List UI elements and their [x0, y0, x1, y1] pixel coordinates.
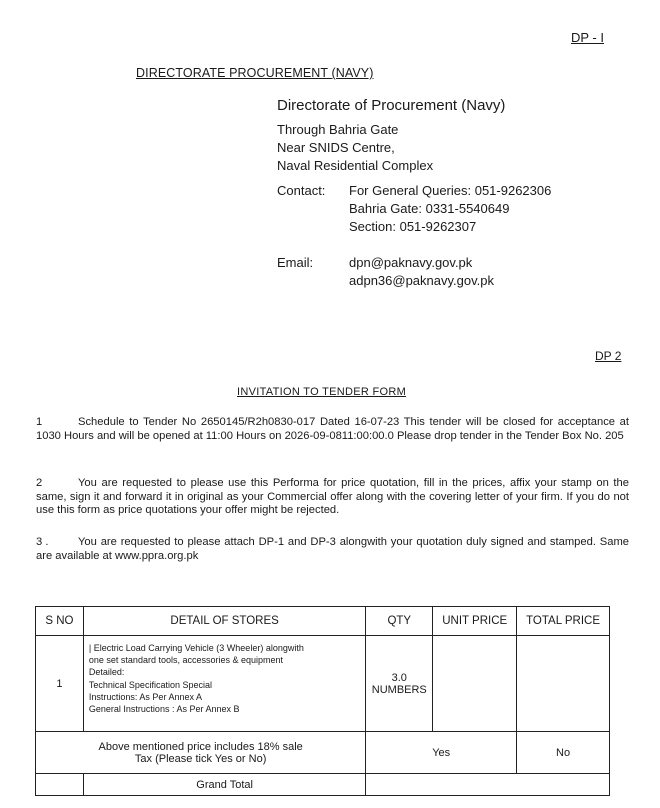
paragraph-3 — [36, 536, 629, 563]
header-unit-price: UNIT PRICE — [433, 607, 517, 636]
header-sno: S NO — [36, 607, 84, 636]
header-total-price: TOTAL PRICE — [517, 607, 610, 636]
paragraph-number: 1 — [36, 416, 43, 428]
paragraph-text: You are requested to please use this Performa for price quotation, fill in the prices, affix your stamp on the same, sign it and forward it in original as your Commercial offer along with the covering letter of your firm. If you do not use this form as price quotations your offer might be rejected. — [36, 477, 629, 516]
paragraph-1 — [36, 416, 629, 443]
row-detail — [83, 636, 365, 732]
paragraph-number: 3 . — [36, 536, 49, 548]
email-address: dpn@paknavy.gov.pk — [349, 255, 473, 270]
detail-line: | Electric Load Carrying Vehicle (3 Wheeler) alongwith — [88, 643, 304, 653]
row-total-price[interactable] — [517, 636, 610, 732]
paragraph-number: 2 — [36, 477, 43, 489]
tax-no-option[interactable]: No — [517, 732, 610, 774]
address-line: Naval Residential Complex — [277, 158, 434, 173]
row-sno: 1 — [36, 636, 84, 732]
tax-note — [36, 732, 366, 774]
paragraph-text: You are requested to please attach DP-1 and DP-3 alongwith your quotation duly signed and stamped. Same are available at www.ppra.org.pk — [36, 536, 629, 562]
row-qty — [366, 636, 433, 732]
detail-line: General Instructions : As Per Annex B — [88, 704, 240, 715]
paragraph-text: Schedule to Tender No 2650145/R2h0830-017 Dated 16-07-23 This tender will be closed for acceptance at 1030 Hours and will be opened at 11:00 Hours on 2026-09-0811:00:00.0 Please drop tender in the Tender Box No. 205 — [36, 416, 629, 442]
table-header-row — [36, 607, 610, 636]
header-detail: DETAIL OF STORES — [83, 607, 365, 636]
email-address: adpn36@paknavy.gov.pk — [349, 273, 494, 288]
tax-note-line: Above mentioned price includes 18% sale — [98, 740, 303, 753]
grand-total-blank — [36, 774, 84, 796]
detail-line: Detailed: — [88, 667, 125, 678]
address-line: Through Bahria Gate — [277, 122, 399, 137]
grand-total-label: Grand Total — [83, 774, 365, 796]
directorate-heading: DIRECTORATE PROCUREMENT (NAVY) — [136, 66, 374, 80]
grand-total-value[interactable] — [366, 774, 610, 796]
contact-line: Section: 051-9262307 — [349, 219, 477, 234]
paragraph-2 — [36, 477, 629, 518]
email-label: Email: — [277, 255, 314, 270]
row-unit-price[interactable] — [433, 636, 517, 732]
address-line: Near SNIDS Centre, — [277, 140, 395, 155]
contact-label: Contact: — [277, 183, 326, 198]
detail-line: Technical Specification Special — [88, 679, 212, 690]
grand-total-row — [36, 774, 610, 796]
table-row — [36, 636, 610, 732]
qty-value: 3.0 — [391, 671, 407, 684]
tax-row — [36, 732, 610, 774]
detail-line: Instructions: As Per Annex A — [88, 691, 202, 702]
form-title: INVITATION TO TENDER FORM — [237, 386, 407, 398]
qty-unit: NUMBERS — [371, 683, 427, 696]
page-label-dp2: DP 2 — [595, 349, 622, 363]
contact-line: Bahria Gate: 0331-5540649 — [349, 201, 510, 216]
page-label-dp1: DP - I — [571, 30, 604, 45]
tax-note-line: Tax (Please tick Yes or No) — [134, 752, 267, 765]
header-qty: QTY — [366, 607, 433, 636]
stores-table — [35, 606, 610, 796]
tax-yes-option[interactable]: Yes — [366, 732, 517, 774]
organization-name: Directorate of Procurement (Navy) — [277, 97, 506, 114]
contact-line: For General Queries: 051-9262306 — [349, 183, 552, 198]
detail-line: one set standard tools, accessories & equipment — [88, 655, 284, 666]
